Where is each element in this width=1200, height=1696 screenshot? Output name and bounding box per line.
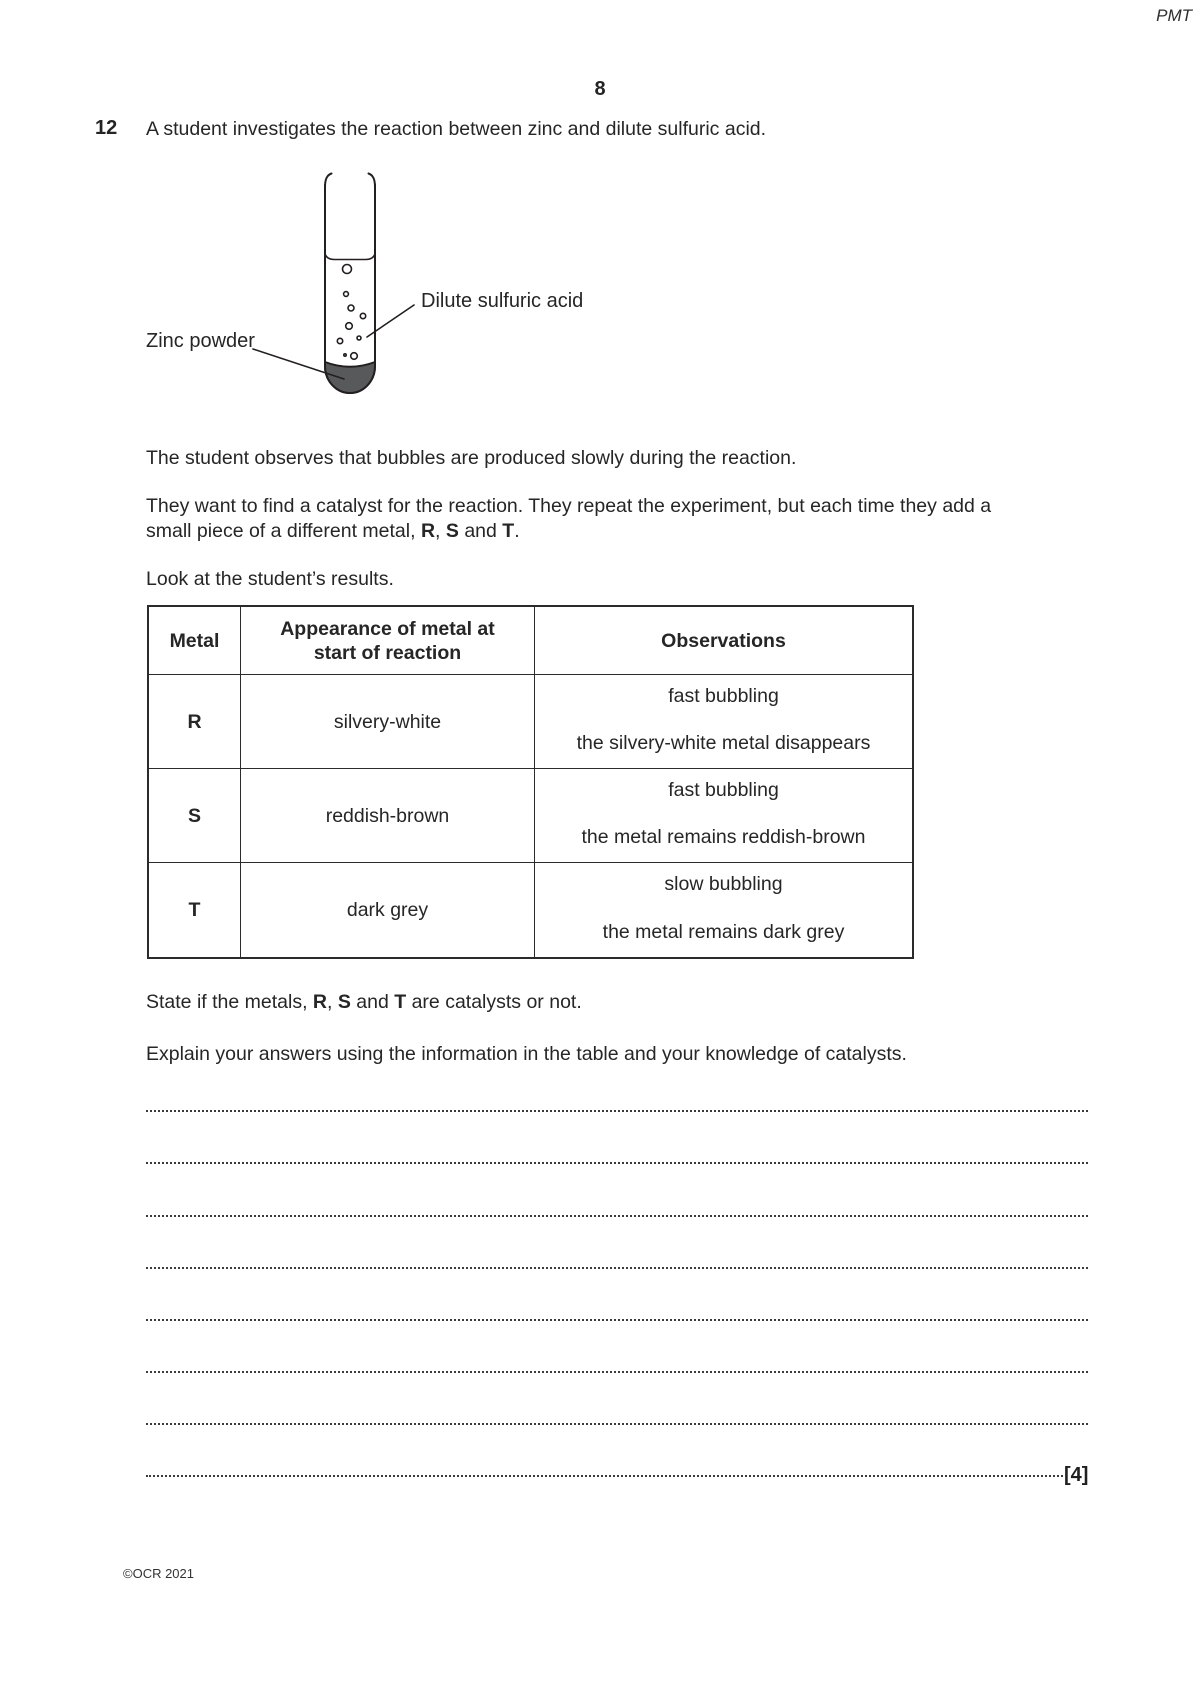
row-s-appearance: reddish-brown — [241, 769, 535, 863]
catalyst-line1: They want to find a catalyst for the reaction. They repeat the experiment, but each time they add a — [146, 495, 992, 517]
state-suffix: are catalysts or not. — [406, 991, 582, 1013]
row-s-metal: S — [149, 769, 241, 863]
answer-line — [146, 1162, 1088, 1164]
zinc-label: Zinc powder — [146, 330, 255, 352]
metal-s-2: S — [337, 991, 351, 1013]
test-tube-diagram — [0, 0, 1200, 420]
row-r-obs2: the silvery-white metal disappears — [576, 732, 871, 754]
paragraph-look: Look at the student’s results. — [146, 568, 394, 590]
row-r-observations — [535, 675, 912, 769]
row-t-appearance: dark grey — [241, 863, 535, 957]
row-t-metal: T — [149, 863, 241, 957]
state-instruction — [146, 990, 582, 1015]
bubbles — [337, 265, 365, 360]
state-prefix: State if the metals, — [146, 991, 313, 1013]
row-r-appearance: silvery-white — [241, 675, 535, 769]
answer-line — [146, 1215, 1088, 1217]
copyright-footer: ©OCR 2021 — [123, 1566, 194, 1581]
row-r-metal: R — [149, 675, 241, 769]
metal-r-2: R — [312, 991, 328, 1013]
metal-t: T — [502, 520, 515, 542]
period: . — [514, 520, 520, 542]
question-intro: A student investigates the reaction between zinc and dilute sulfuric acid. — [146, 118, 767, 140]
liquid-surface — [325, 254, 375, 260]
sep-comma: , — [435, 520, 446, 542]
row-s-obs2: the metal remains reddish-brown — [581, 826, 866, 848]
sep-and-2: and — [350, 991, 395, 1013]
marks-badge: [4] — [1064, 1464, 1089, 1486]
page-number: 8 — [594, 78, 606, 100]
answer-line — [146, 1267, 1088, 1269]
sep-comma-2: , — [327, 991, 338, 1013]
row-s-observations — [535, 769, 912, 863]
catalyst-line2-prefix: small piece of a different metal, — [146, 520, 421, 542]
paragraph-catalyst — [146, 494, 1046, 544]
metal-s: S — [445, 520, 459, 542]
metal-t-2: T — [394, 991, 407, 1013]
sep-and: and — [458, 520, 503, 542]
header-appearance: Appearance of metal at start of reaction — [241, 607, 535, 675]
row-t-obs1: slow bubbling — [664, 873, 783, 895]
row-t-observations — [535, 863, 912, 957]
header-observations: Observations — [535, 607, 912, 675]
corner-tag: PMT — [1156, 6, 1192, 25]
explain-instruction: Explain your answers using the information in the table and your knowledge of catalysts. — [146, 1043, 907, 1065]
row-s-obs1: fast bubbling — [668, 779, 779, 801]
header-metal: Metal — [149, 607, 241, 675]
row-t-obs2: the metal remains dark grey — [602, 921, 845, 943]
results-table — [147, 605, 914, 959]
answer-line — [146, 1371, 1088, 1373]
answer-line-last — [146, 1475, 1063, 1477]
answer-line — [146, 1423, 1088, 1425]
question-number: 12 — [95, 117, 118, 139]
zinc-powder-blob — [325, 362, 375, 393]
answer-line — [146, 1110, 1088, 1112]
acid-label: Dilute sulfuric acid — [421, 290, 584, 312]
test-tube-outline — [325, 185, 375, 393]
answer-line — [146, 1319, 1088, 1321]
metal-r: R — [420, 520, 436, 542]
paragraph-observation: The student observes that bubbles are produced slowly during the reaction. — [146, 447, 797, 469]
row-r-obs1: fast bubbling — [668, 685, 779, 707]
